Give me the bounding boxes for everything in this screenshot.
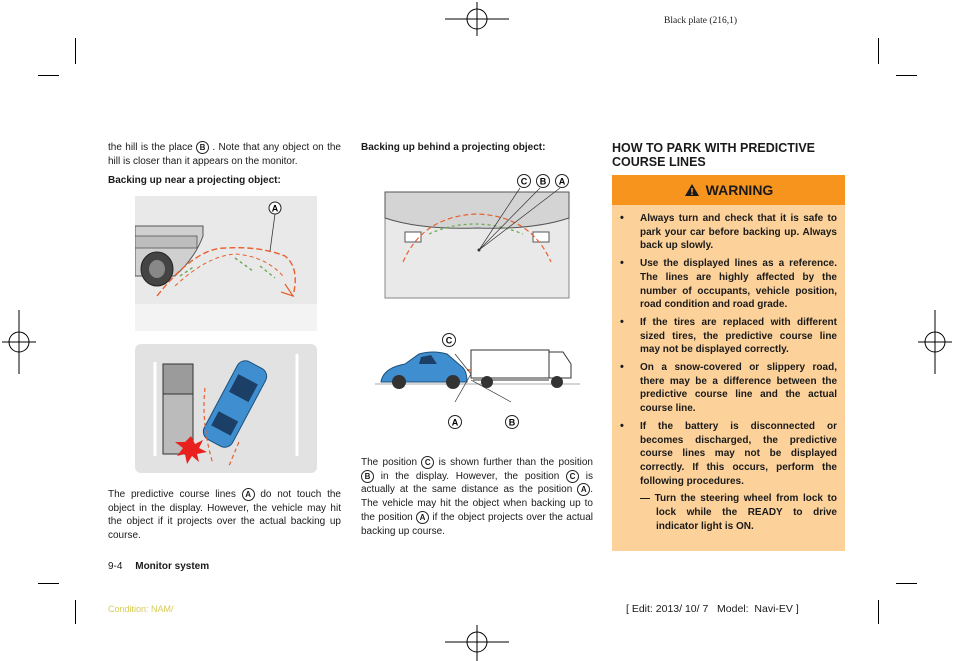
marker-b: B	[361, 470, 374, 483]
figure-side-view-truck	[375, 330, 580, 432]
warning-header	[612, 175, 845, 205]
figure-monitor-view-near	[135, 196, 317, 331]
intro-paragraph: the hill is the place B . Note that any object on the hill is closer than it appears on the monitor.	[108, 142, 341, 167]
figure-monitor-view-behind	[383, 170, 571, 300]
list-item: • If the tires are replaced with different sized tires, the predictive course line may not be displayed correctly.	[612, 316, 837, 357]
warning-title: WARNING	[705, 182, 774, 198]
registration-mark-left	[2, 310, 36, 374]
subheading-behind-object: Backing up behind a projecting object:	[361, 142, 546, 153]
marker-c: C	[421, 456, 434, 469]
list-item: • If the battery is disconnected or becomes discharged, the predictive course lines may not be displayed correctly. If this occurs, perform the following procedures.	[612, 420, 837, 489]
edit-info: [ Edit: 2013/ 10/ 7 Model: Navi-EV ]	[626, 603, 799, 615]
marker-a: A	[242, 488, 255, 501]
registration-mark-bottom	[445, 625, 509, 661]
registration-mark-right	[918, 310, 952, 374]
figure-label-c: C	[520, 176, 528, 187]
marker-a: A	[577, 483, 590, 496]
subheading-near-object: Backing up near a projecting object:	[108, 175, 281, 186]
list-item: • Always turn and check that it is safe to park your car before backing up. Always back up slowly.	[612, 212, 837, 253]
figure-label-a: A	[558, 176, 566, 187]
list-item: • On a snow-covered or slippery road, there may be a difference between the predictive course line and the actual course line.	[612, 361, 837, 416]
warning-triangle-icon	[684, 183, 700, 197]
caption-paragraph: The predictive course lines A do not touch the object in the display. However, the vehicle may hit the object if it projects over the actual backing up course.	[108, 489, 341, 541]
registration-mark-top	[445, 2, 509, 36]
plate-label: Black plate (216,1)	[664, 16, 738, 26]
section-heading: HOW TO PARK WITH PREDICTIVE COURSE LINES	[612, 141, 816, 169]
condition-label: Condition: NAM/	[108, 604, 174, 614]
figure2-label-c: C	[445, 335, 453, 346]
page-footer	[108, 561, 209, 572]
section-name: Monitor system	[135, 561, 210, 572]
warning-list	[612, 212, 845, 488]
figure-label-b: B	[539, 176, 547, 187]
marker-a: A	[416, 511, 429, 524]
list-item: • Use the displayed lines as a reference. The lines are highly affected by the number of occupants, vehicle position, road condition and road grade.	[612, 257, 837, 312]
figure-label-a: A	[271, 203, 279, 214]
warning-sub-item: — Turn the steering wheel from lock to lock while the READY to drive indicator light is ON.	[640, 493, 837, 532]
page-number: 9-4	[108, 561, 123, 572]
figure2-label-a: A	[451, 417, 459, 428]
marker-b: B	[196, 141, 209, 154]
marker-c: C	[566, 470, 579, 483]
behind-object-paragraph: The position C is shown further than the position B in the display. However, the position C is actually at the same distance as the position A . The vehicle may hit the object when backing up to the position A if the object projects over the actual backing up course.	[361, 457, 594, 537]
figure2-label-b: B	[508, 417, 516, 428]
figure-top-down-parking	[135, 344, 317, 473]
warning-box	[612, 175, 845, 551]
